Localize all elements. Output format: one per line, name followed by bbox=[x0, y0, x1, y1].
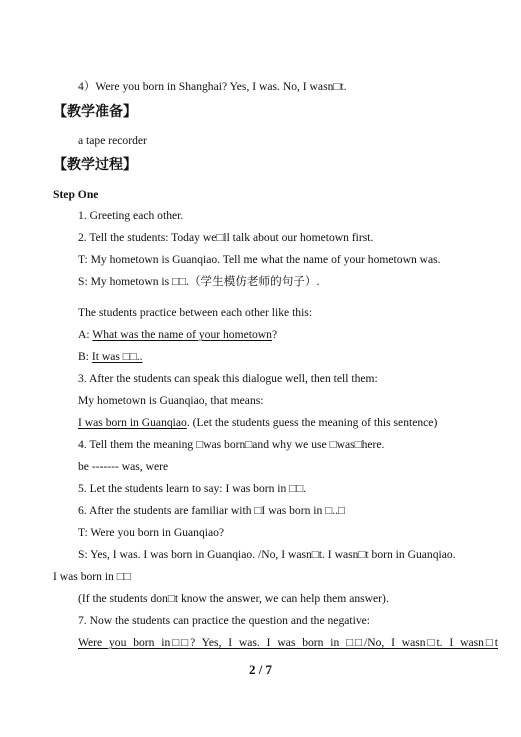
teacher-line: T: My hometown is Guanqiao. Tell me what the name of your hometown was. bbox=[78, 253, 441, 266]
objective-line-4: 4）Were you born in Shanghai? Yes, I was. No, I wasn□t. bbox=[78, 80, 347, 93]
dialogue-line-b bbox=[78, 350, 143, 364]
born-sentence-note: . (Let the students guess the meaning of this sentence) bbox=[186, 416, 438, 429]
step-item-2: 2. Tell the students: Today we□ll talk about our hometown first. bbox=[78, 231, 374, 244]
speaker-a-label: A: bbox=[78, 328, 93, 341]
speaker-b-label: B: bbox=[78, 350, 92, 363]
step-item-5: 5. Let the students learn to say: I was born in □□. bbox=[78, 482, 307, 495]
section-heading-preparation: 【教学准备】 bbox=[53, 104, 137, 120]
dialogue-line-a bbox=[78, 328, 277, 342]
student-line: S: My hometown is □□.（学生模仿老师的句子）. bbox=[78, 275, 320, 288]
question-mark: ? bbox=[271, 328, 278, 341]
step-item-1: 1. Greeting each other. bbox=[78, 209, 184, 222]
preparation-item: a tape recorder bbox=[78, 134, 147, 147]
practice-intro: The students practice between each other like this: bbox=[78, 306, 313, 319]
section-heading-process: 【教学过程】 bbox=[53, 157, 137, 173]
step-item-7: 7. Now the students can practice the question and the negative: bbox=[78, 614, 371, 627]
step-item-3: 3. After the students can speak this dialogue well, then tell them: bbox=[78, 372, 378, 385]
help-note: (If the students don□t know the answer, we can help them answer). bbox=[78, 592, 389, 605]
page-number: 2 / 7 bbox=[248, 662, 273, 677]
hometown-explanation: My hometown is Guanqiao, that means: bbox=[78, 394, 264, 407]
dialogue-answer: It was □□.. bbox=[91, 350, 143, 363]
step-item-6: 6. After the students are familiar with □I was born in □..□ bbox=[78, 504, 345, 517]
verb-forms: be ------- was, were bbox=[78, 460, 169, 473]
teacher-question: T: Were you born in Guanqiao? bbox=[78, 526, 225, 539]
student-answer-continued: I was born in □□ bbox=[53, 570, 131, 583]
dialogue-question: What was the name of your hometown bbox=[92, 328, 272, 341]
student-answer: S: Yes, I was. I was born in Guanqiao. /No, I wasn□t. I wasn□t born in Guanqiao. bbox=[78, 548, 456, 561]
step-item-4: 4. Tell them the meaning □was born□and why we use □was□here. bbox=[78, 438, 385, 451]
step-one-heading: Step One bbox=[53, 188, 99, 201]
born-sentence-line bbox=[78, 416, 437, 430]
born-sentence: I was born in Guanqiao bbox=[78, 416, 187, 429]
practice-dialogue: Were you born in□□? Yes, I was. I was born in □□/No, I wasn□t. I wasn□t bbox=[78, 636, 498, 649]
